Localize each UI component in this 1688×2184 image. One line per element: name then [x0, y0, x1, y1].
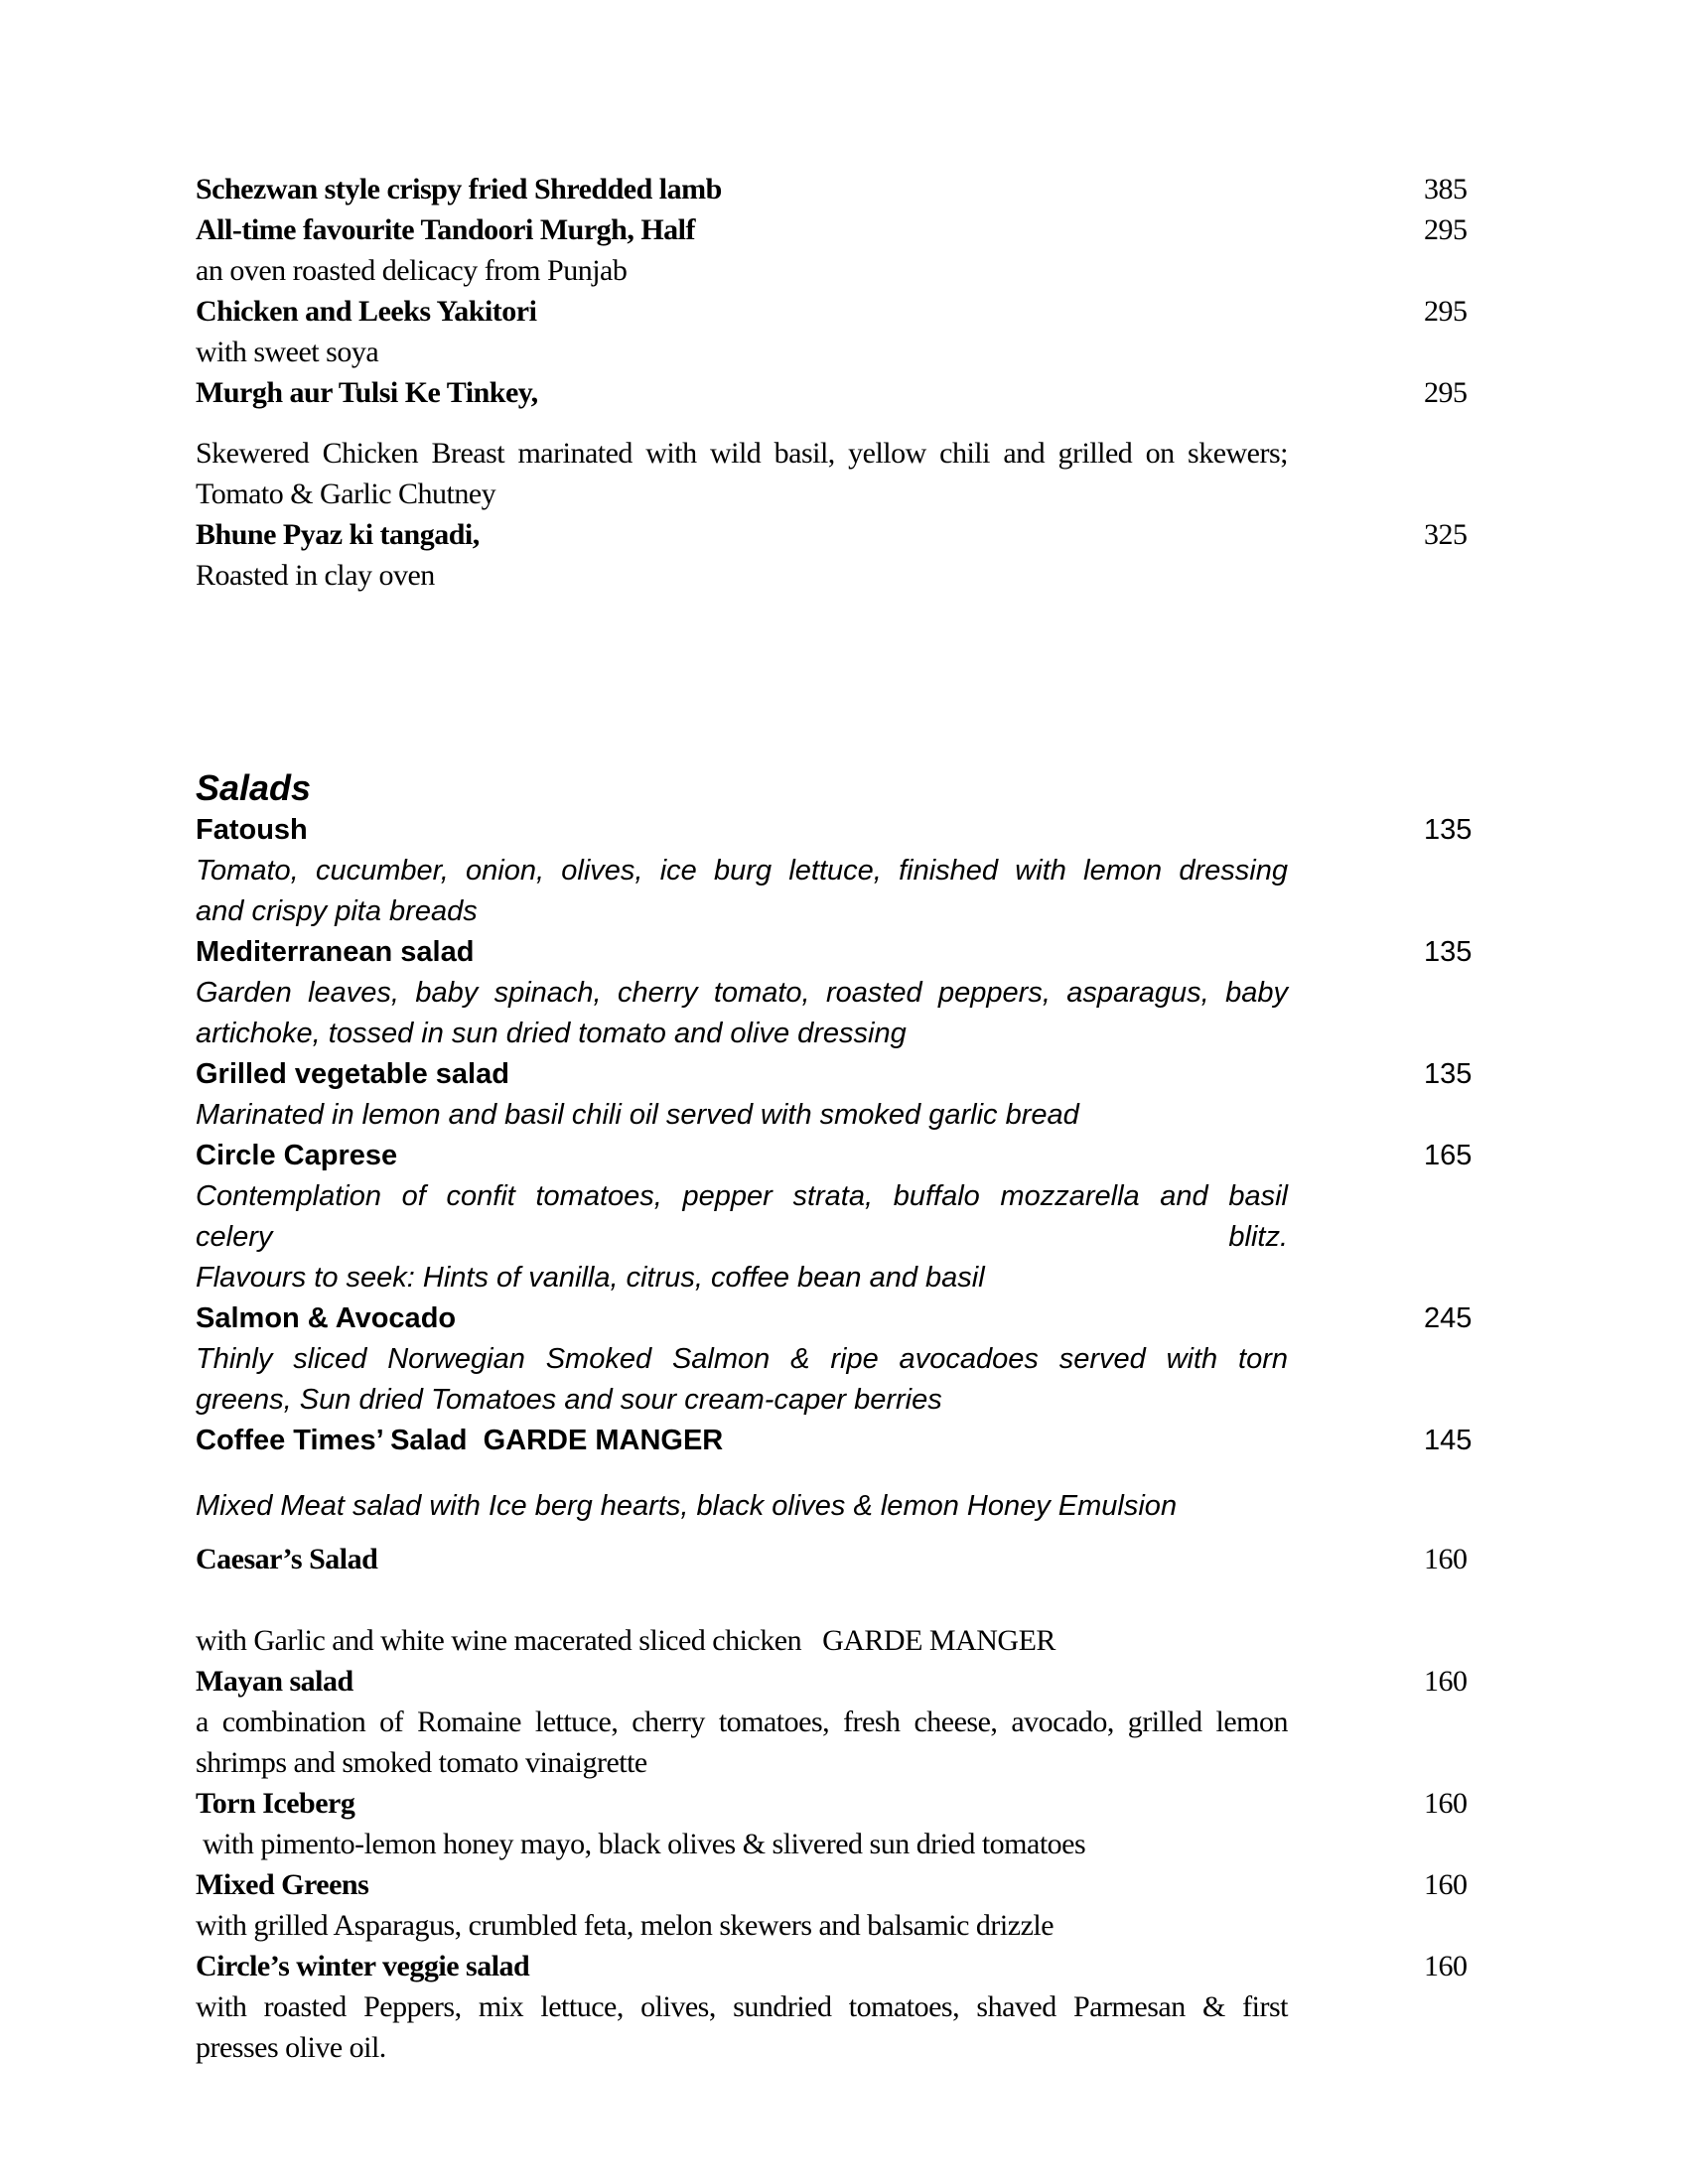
menu-item-row — [196, 209, 1476, 250]
item-price: 135 — [1424, 814, 1473, 846]
menu-item-row — [196, 1946, 1476, 1986]
menu-item-row — [196, 1054, 1476, 1095]
menu-item-row — [196, 372, 1476, 413]
item-description-line: celery blitz. — [196, 1221, 1288, 1253]
item-description-line: a combination of Romaine lettuce, cherry tomatoes, fresh cheese, avocado, grilled lemon — [196, 1706, 1288, 1738]
menu-item-row — [196, 1864, 1476, 1905]
item-description-line: Tomato & Garlic Chutney — [196, 478, 496, 510]
spacer — [196, 1579, 1476, 1620]
menu-item-row — [196, 1421, 1476, 1461]
menu-item-row — [196, 514, 1476, 555]
item-price: 295 — [1424, 295, 1468, 328]
item-description-line: Tomato, cucumber, onion, olives, ice burg lettuce, finished with lemon dressing — [196, 855, 1288, 887]
item-description-line: with Garlic and white wine macerated sliced chicken GARDE MANGER — [196, 1624, 1055, 1657]
menu-content — [196, 169, 1476, 2068]
item-price: 135 — [1424, 936, 1473, 968]
item-description-line: an oven roasted delicacy from Punjab — [196, 254, 628, 287]
item-description-line: presses olive oil. — [196, 2031, 386, 2064]
item-description-line: with grilled Asparagus, crumbled feta, melon skewers and balsamic drizzle — [196, 1909, 1055, 1942]
item-name: Torn Iceberg — [196, 1787, 355, 1820]
item-name: Coffee Times’ Salad GARDE MANGER — [196, 1425, 724, 1456]
item-description-line: with pimento-lemon honey mayo, black olives & slivered sun dried tomatoes — [196, 1828, 1086, 1860]
item-description-line: Skewered Chicken Breast marinated with wild basil, yellow chili and grilled on skewers; — [196, 437, 1288, 470]
menu-item-row — [196, 291, 1476, 332]
item-description-line: Marinated in lemon and basil chili oil served with smoked garlic bread — [196, 1099, 1079, 1131]
item-name: Mayan salad — [196, 1665, 353, 1698]
item-price: 160 — [1424, 1868, 1468, 1901]
item-name: Circle’s winter veggie salad — [196, 1950, 530, 1982]
menu-item-row — [196, 932, 1476, 973]
item-description-line: Garden leaves, baby spinach, cherry tomato, roasted peppers, asparagus, baby — [196, 977, 1288, 1009]
menu-item-row — [196, 1783, 1476, 1824]
menu-item-row — [196, 1298, 1476, 1339]
menu-item-row — [196, 810, 1476, 851]
item-description-line: shrimps and smoked tomato vinaigrette — [196, 1746, 647, 1779]
item-price: 160 — [1424, 1950, 1468, 1982]
item-price: 160 — [1424, 1787, 1468, 1820]
item-description-line: with sweet soya — [196, 336, 379, 368]
item-price: 165 — [1424, 1140, 1473, 1171]
item-name: Chicken and Leeks Yakitori — [196, 295, 537, 328]
item-price: 135 — [1424, 1058, 1473, 1090]
item-price: 385 — [1424, 173, 1468, 205]
item-description-line: Mixed Meat salad with Ice berg hearts, black olives & lemon Honey Emulsion — [196, 1490, 1178, 1522]
item-description-line: and crispy pita breads — [196, 895, 478, 927]
spacer — [196, 1527, 1476, 1539]
item-description-line: with roasted Peppers, mix lettuce, olives, sundried tomatoes, shaved Parmesan & first — [196, 1990, 1288, 2023]
item-name: Bhune Pyaz ki tangadi, — [196, 518, 480, 551]
item-price: 325 — [1424, 518, 1468, 551]
menu-item-row — [196, 1136, 1476, 1176]
item-price: 145 — [1424, 1425, 1473, 1456]
item-price: 160 — [1424, 1543, 1468, 1575]
menu-item-row — [196, 1661, 1476, 1702]
item-name: Murgh aur Tulsi Ke Tinkey, — [196, 376, 538, 409]
item-description-line: Contemplation of confit tomatoes, pepper strata, buffalo mozzarella and basil — [196, 1180, 1288, 1212]
item-name: Caesar’s Salad — [196, 1543, 378, 1575]
item-price: 160 — [1424, 1665, 1468, 1698]
item-price: 295 — [1424, 376, 1468, 409]
item-description-line: greens, Sun dried Tomatoes and sour cream-caper berries — [196, 1384, 942, 1416]
item-name: Salmon & Avocado — [196, 1302, 457, 1334]
spacer — [196, 1461, 1476, 1486]
item-name: Mediterranean salad — [196, 936, 475, 968]
item-price: 295 — [1424, 213, 1468, 246]
item-name: All-time favourite Tandoori Murgh, Half — [196, 213, 695, 246]
spacer — [196, 596, 1476, 766]
item-name: Circle Caprese — [196, 1140, 398, 1171]
item-name: Schezwan style crispy fried Shredded lamb — [196, 173, 722, 205]
item-description-line: Roasted in clay oven — [196, 559, 435, 592]
item-description-line: Thinly sliced Norwegian Smoked Salmon & ripe avocadoes served with torn — [196, 1343, 1288, 1375]
item-description-line: artichoke, tossed in sun dried tomato and olive dressing — [196, 1018, 907, 1049]
item-description-line: Flavours to seek: Hints of vanilla, citrus, coffee bean and basil — [196, 1262, 985, 1294]
section-heading: Salads — [196, 767, 312, 808]
item-name: Grilled vegetable salad — [196, 1058, 509, 1090]
spacer — [196, 413, 1476, 433]
menu-item-row — [196, 1539, 1476, 1579]
item-name: Fatoush — [196, 814, 308, 846]
item-name: Mixed Greens — [196, 1868, 369, 1901]
item-price: 245 — [1424, 1302, 1473, 1334]
menu-item-row — [196, 169, 1476, 209]
